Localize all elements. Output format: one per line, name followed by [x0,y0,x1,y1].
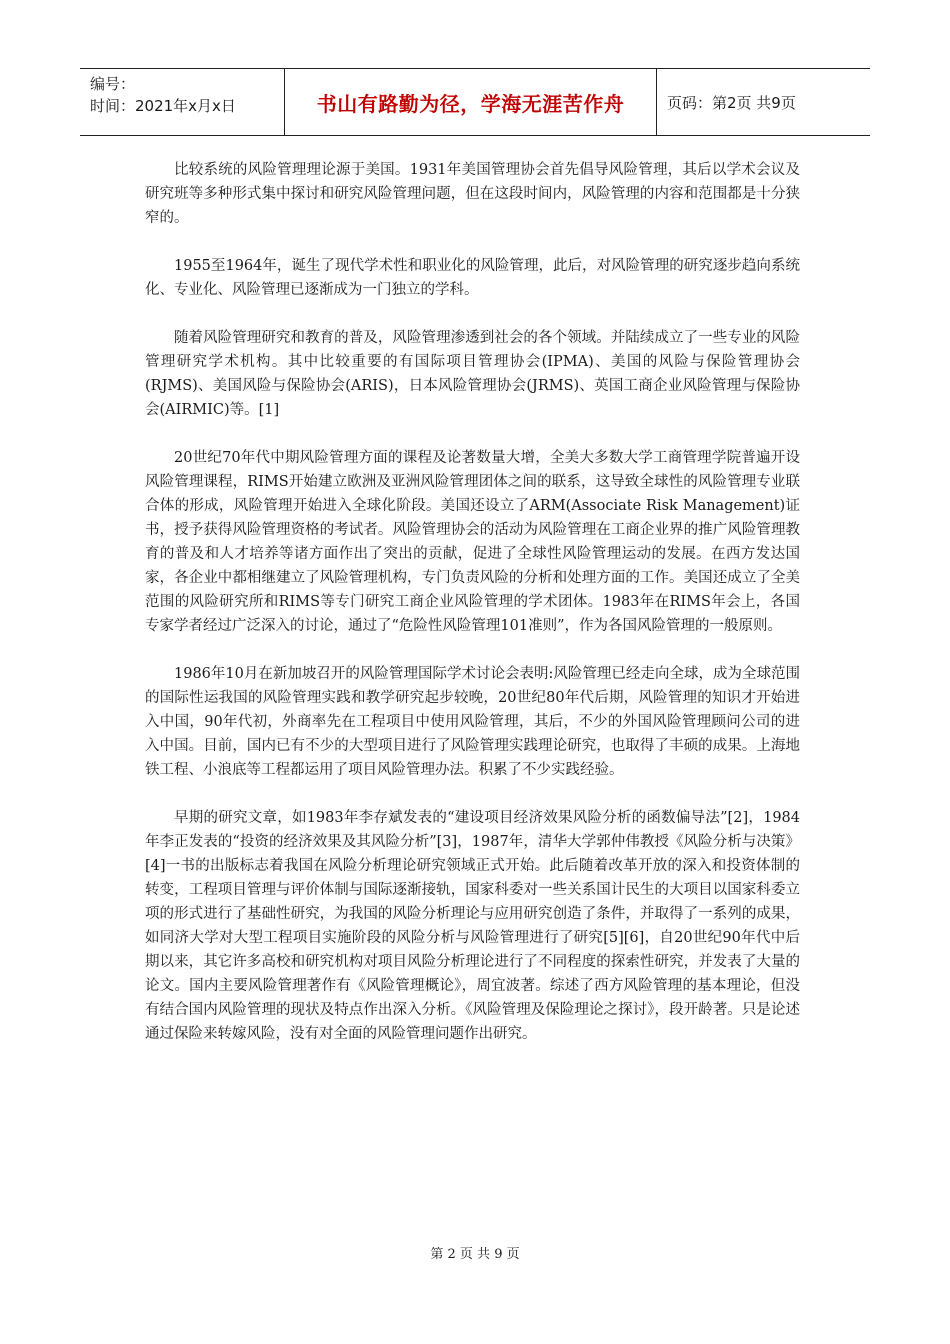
page-header [80,68,870,136]
paragraph: 随着风险管理研究和教育的普及，风险管理渗透到社会的各个领域。并陆续成立了一些专业的风险管理研究学术机构。其中比较重要的有国际项目管理协会(IPMA)、美国的风险与保险管理协会(RJMS)、美国风险与保险协会(ARIS)，日本风险管理协会(JRMS)、英国工商企业风险管理与保险协会(AIRMIC)等。[1] [145,330,800,418]
header-time-label: 时间：2021年x月x日 [90,97,236,115]
paragraph: 20世纪70年代中期风险管理方面的课程及论著数量大增，全美大多数大学工商管理学院普遍开设风险管理课程，RIMS开始建立欧洲及亚洲风险管理团体之间的联系，这导致全球性的风险管理专业联合体的形成，风险管理开始进入全球化阶段。美国还设立了ARM(Associate Risk Management)证书，授予获得风险管理资格的考试者。风险管理协会的活动为风险管理在工商企业界的推广风险管理教育的普及和人才培养等诸方面作出了突出的贡献，促进了全球性风险管理运动的发展。在西方发达国家，各企业中都相继建立了风险管理机构，专门负责风险的分析和处理方面的工作。美国还成立了全美范围的风险研究所和RIMS等专门研究工商企业风险管理的学术团体。1983年在RIMS年会上，各国专家学者经过广泛深入的讨论，通过了“危险性风险管理101准则”，作为各国风险管理的一般原则。 [145,450,800,634]
header-meta [80,69,285,135]
paragraph: 比较系统的风险管理理论源于美国。1931年美国管理协会首先倡导风险管理，其后以学术会议及研究班等多种形式集中探讨和研究风险管理问题，但在这段时间内，风险管理的内容和范围都是十分狭窄的。 [145,162,800,226]
header-number-label: 编号： [90,75,136,93]
header-page-code: 页码：第2页 共9页 [667,93,796,112]
paragraph: 1955至1964年，诞生了现代学术性和职业化的风险管理，此后，对风险管理的研究逐步趋向系统化、专业化、风险管理已逐渐成为一门独立的学科。 [145,258,800,298]
header-motto: 书山有路勤为径，学海无涯苦作舟 [285,69,657,135]
page-footer: 第 2 页 共 9 页 [430,1247,520,1262]
document-body [145,158,800,1070]
paragraph: 1986年10月在新加坡召开的风险管理国际学术讨论会表明:风险管理已经走向全球，成为全球范围的国际性运我国的风险管理实践和教学研究起步较晚，20世纪80年代后期，风险管理的知识才开始进入中国，90年代初，外商率先在工程项目中使用风险管理，其后，不少的外国风险管理顾问公司的进入中国。目前，国内已有不少的大型项目进行了风险管理实践理论研究，也取得了丰硕的成果。上海地铁工程、小浪底等工程都运用了项目风险管理办法。积累了不少实践经验。 [145,666,800,778]
paragraph: 早期的研究文章，如1983年李存斌发表的“建设项目经济效果风险分析的函数偏导法”[2]，1984年李正发表的“投资的经济效果及其风险分析”[3]，1987年，清华大学郭仲伟教授《风险分析与决策》[4]一书的出版标志着我国在风险分析理论研究领域正式开始。此后随着改革开放的深入和投资体制的转变，工程项目管理与评价体制与国际逐渐接轨，国家科委对一些关系国计民生的大项目以国家科委立项的形式进行了基础性研究，为我国的风险分析理论与应用研究创造了条件，并取得了一系列的成果，如同济大学对大型工程项目实施阶段的风险分析与风险管理进行了研究[5][6]，自20世纪90年代中后期以来，其它许多高校和研究机构对项目风险分析理论进行了不同程度的探索性研究，并发表了大量的论文。国内主要风险管理著作有《风险管理概论》，周宜波著。综述了西方风险管理的基本理论，但没有结合国内风险管理的现状及特点作出深入分析。《风险管理及保险理论之探讨》，段开龄著。只是论述通过保险来转嫁风险，没有对全面的风险管理问题作出研究。 [145,810,800,1042]
